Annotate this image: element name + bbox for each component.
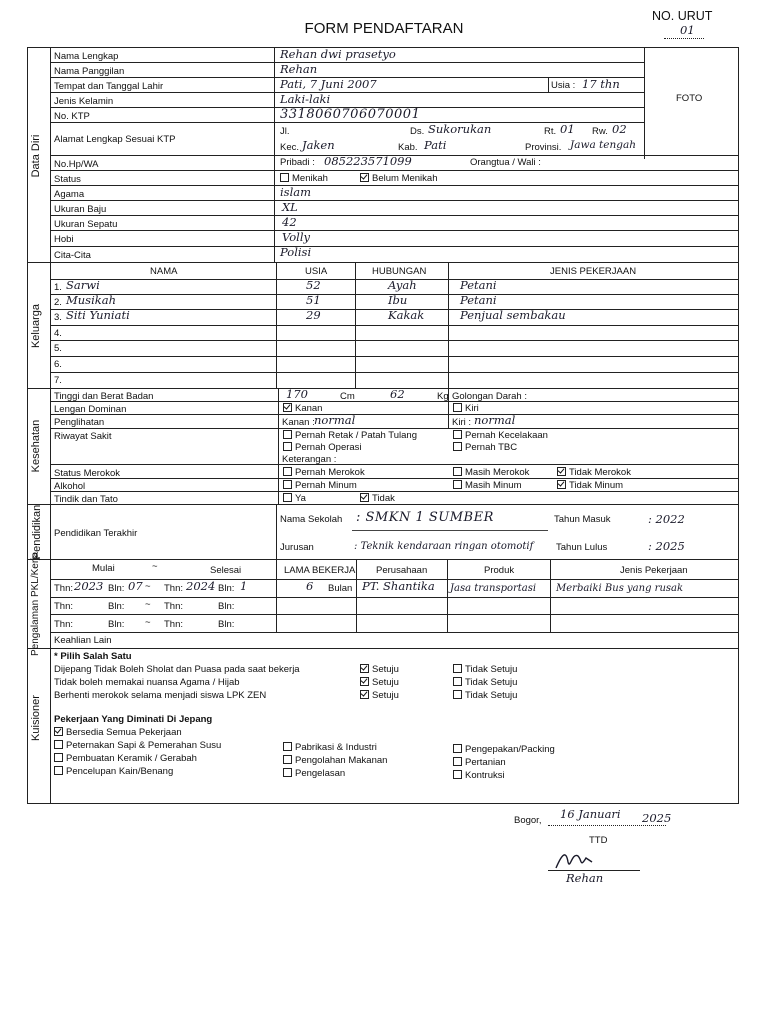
label-kanan-mata: Kanan : xyxy=(282,417,315,428)
checkbox-pernah-minum[interactable] xyxy=(283,480,292,489)
value-lama-bekerja: 6 xyxy=(306,579,314,593)
label-tindik-tato: Tindik dan Tato xyxy=(54,494,118,505)
checkbox-q1-tidak-setuju[interactable] xyxy=(453,664,462,673)
option-q2-tidak-setuju[interactable]: Tidak Setuju xyxy=(453,677,517,688)
label-cm: Cm xyxy=(340,391,355,402)
label-golongan-darah: Golongan Darah : xyxy=(452,391,527,402)
value-agama: islam xyxy=(280,185,312,199)
tilde-3: ~ xyxy=(145,617,151,628)
value-ttl: Pati, 7 Juni 2007 xyxy=(280,77,377,91)
checkbox-tidak-minum[interactable] xyxy=(557,480,566,489)
label-keterangan: Keterangan : xyxy=(282,454,337,465)
checkbox-kanan[interactable] xyxy=(283,403,292,412)
family-name: Sarwi xyxy=(66,278,100,292)
label-tahun-masuk: Tahun Masuk xyxy=(554,514,611,525)
section-keluarga: Keluarga xyxy=(30,303,42,349)
checkbox-pengelasan[interactable] xyxy=(283,768,292,777)
label-status-merokok: Status Merokok xyxy=(54,468,120,479)
label-bln-1b: Bln: xyxy=(218,583,235,594)
value-nama-lengkap: Rehan dwi prasetyo xyxy=(280,47,396,61)
value-berat: 62 xyxy=(390,387,405,401)
label-bulan: Bulan xyxy=(328,583,353,594)
label-pekerjaan-diminati: Pekerjaan Yang Diminati Di Jepang xyxy=(54,714,213,725)
family-row-number: 4. xyxy=(54,328,62,339)
value-provinsi: Jawa tengah xyxy=(570,139,636,151)
checkbox-kiri[interactable] xyxy=(453,403,462,412)
option-pernah-minum[interactable]: Pernah Minum xyxy=(283,480,357,491)
label-selesai: Selesai xyxy=(210,565,242,576)
checkbox-q3-setuju[interactable] xyxy=(360,690,369,699)
checkbox-menikah[interactable] xyxy=(280,173,289,182)
checkbox-pernah-merokok[interactable] xyxy=(283,467,292,476)
option-tidak[interactable]: Tidak xyxy=(360,493,395,504)
family-row-number: 6. xyxy=(54,359,62,370)
value-nama-ttd: Rehan xyxy=(566,871,604,885)
label-lengan: Lengan Dominan xyxy=(54,404,127,415)
option-bersedia-semua[interactable]: Bersedia Semua Pekerjaan xyxy=(54,727,182,738)
label-thn-3a: Thn: xyxy=(54,619,74,630)
no-urut-value: 01 xyxy=(680,23,695,37)
label-rw: Rw. xyxy=(592,126,608,137)
family-row-number: 5. xyxy=(54,343,62,354)
value-ktp: 3318060706070001 xyxy=(280,107,421,122)
value-thn-1b: 2024 xyxy=(186,579,216,593)
label-kg: Kg xyxy=(437,391,449,402)
value-rt: 01 xyxy=(560,122,575,136)
header-produk: Produk xyxy=(484,565,515,576)
family-age: 51 xyxy=(306,293,321,307)
no-urut-label: NO. URUT xyxy=(652,9,713,23)
label-pilih-salah-satu: * Pilih Salah Satu xyxy=(54,651,132,662)
family-relation: Ibu xyxy=(388,293,408,307)
section-pengalaman: Pengalaman PKL/Kerja xyxy=(30,552,41,656)
checkbox-masih-minum[interactable] xyxy=(453,480,462,489)
value-jenis-pekerjaan: Merbaiki Bus yang rusak xyxy=(556,583,684,594)
checkbox-kecelakaan[interactable] xyxy=(453,430,462,439)
checkbox-tidak[interactable] xyxy=(360,493,369,502)
header-jenis-pekerjaan-pkl: Jenis Pekerjaan xyxy=(620,565,688,576)
family-row-number: 2. xyxy=(54,297,62,308)
label-kec: Kec. xyxy=(280,142,300,153)
foto-label: FOTO xyxy=(676,93,703,104)
checkbox-kontruksi[interactable] xyxy=(453,770,462,779)
label-riwayat-sakit: Riwayat Sakit xyxy=(54,431,112,442)
label-pendidikan-terakhir: Pendidikan Terakhir xyxy=(54,528,138,539)
label-jurusan: Jurusan xyxy=(280,542,314,553)
section-kuisioner: Kuisioner xyxy=(30,695,42,741)
option-keramik[interactable]: Pembuatan Keramik / Gerabah xyxy=(54,753,197,764)
checkbox-pencelupan[interactable] xyxy=(54,766,63,775)
label-pribadi: Pribadi : xyxy=(280,157,315,168)
label-nama-panggilan: Nama Panggilan xyxy=(54,66,125,77)
label-thn-3b: Thn: xyxy=(164,619,184,630)
label-ds: Ds. xyxy=(410,126,425,137)
option-kontruksi[interactable]: Kontruksi xyxy=(453,770,505,781)
family-row-number: 3. xyxy=(54,312,62,323)
option-kanan[interactable]: Kanan xyxy=(283,403,322,414)
option-pertanian[interactable]: Pertanian xyxy=(453,757,506,768)
value-ukuran-baju: XL xyxy=(282,200,298,214)
label-nama-lengkap: Nama Lengkap xyxy=(54,51,119,62)
value-kiri-mata: normal xyxy=(474,413,516,427)
value-usia: 17 thn xyxy=(582,77,620,91)
value-tanggal: 16 Januari xyxy=(560,807,621,821)
label-jl: Jl. xyxy=(280,126,290,137)
section-kesehatan: Kesehatan xyxy=(30,419,42,473)
header-jenis-pekerjaan: JENIS PEKERJAAN xyxy=(550,266,637,277)
label-bln-3b: Bln: xyxy=(218,619,235,630)
option-ya[interactable]: Ya xyxy=(283,493,306,504)
label-rt: Rt. xyxy=(544,126,557,137)
value-nama-panggilan: Rehan xyxy=(280,62,318,76)
option-tidak-merokok[interactable]: Tidak Merokok xyxy=(557,467,631,478)
checkbox-pertanian[interactable] xyxy=(453,757,462,766)
family-age: 52 xyxy=(306,278,321,292)
value-cita-cita: Polisi xyxy=(280,245,312,259)
label-ttd: TTD xyxy=(589,835,608,846)
option-pengolahan[interactable]: Pengolahan Makanan xyxy=(283,755,387,766)
label-bln-2a: Bln: xyxy=(108,601,125,612)
option-kecelakaan[interactable]: Pernah Kecelakaan xyxy=(453,430,548,441)
family-occupation: Penjual sembakau xyxy=(460,308,566,322)
label-mulai: Mulai xyxy=(92,563,115,574)
checkbox-q3-tidak-setuju[interactable] xyxy=(453,690,462,699)
checkbox-pengolahan[interactable] xyxy=(283,755,292,764)
value-bln-1b: 1 xyxy=(240,579,248,593)
label-usia: Usia : xyxy=(551,80,576,91)
family-row-number: 1. xyxy=(54,282,62,293)
label-bogor: Bogor, xyxy=(514,815,542,826)
value-perusahaan: PT. Shantika xyxy=(362,579,435,593)
value-tahun: 2025 xyxy=(642,811,672,825)
header-usia: USIA xyxy=(305,266,328,277)
label-thn-2b: Thn: xyxy=(164,601,184,612)
option-masih-minum[interactable]: Masih Minum xyxy=(453,480,522,491)
tilde-2: ~ xyxy=(145,599,151,610)
option-operasi[interactable]: Pernah Operasi xyxy=(283,442,362,453)
checkbox-tbc[interactable] xyxy=(453,442,462,451)
option-pabrikasi[interactable]: Pabrikasi & Industri xyxy=(283,742,377,753)
value-ukuran-sepatu: 42 xyxy=(282,215,297,229)
checkbox-belum-menikah[interactable] xyxy=(360,173,369,182)
family-name: Siti Yuniati xyxy=(66,308,130,322)
label-tahun-lulus: Tahun Lulus xyxy=(556,542,608,553)
question-1: Dijepang Tidak Boleh Sholat dan Puasa pada saat bekerja xyxy=(54,664,300,675)
checkbox-operasi[interactable] xyxy=(283,442,292,451)
option-q3-tidak-setuju[interactable]: Tidak Setuju xyxy=(453,690,517,701)
label-alkohol: Alkohol xyxy=(54,481,86,492)
value-bln-1a: 07 xyxy=(128,579,143,593)
checkbox-retak[interactable] xyxy=(283,430,292,439)
checkbox-q1-setuju[interactable] xyxy=(360,664,369,673)
family-occupation: Petani xyxy=(460,293,497,307)
value-rw: 02 xyxy=(612,122,627,136)
option-retak[interactable]: Pernah Retak / Patah Tulang xyxy=(283,430,417,441)
header-hubungan: HUBUNGAN xyxy=(372,266,427,277)
checkbox-tidak-merokok[interactable] xyxy=(557,467,566,476)
form-title: FORM PENDAFTARAN xyxy=(304,20,464,37)
checkbox-q2-setuju[interactable] xyxy=(360,677,369,686)
label-cita-cita: Cita-Cita xyxy=(54,250,91,261)
family-age: 29 xyxy=(306,308,321,322)
option-pengepakan[interactable]: Pengepakan/Packing xyxy=(453,744,555,755)
option-belum-menikah[interactable]: Belum Menikah xyxy=(360,173,437,184)
label-penglihatan: Penglihatan xyxy=(54,417,105,428)
label-hobi: Hobi xyxy=(54,234,74,245)
value-thn-1a: 2023 xyxy=(74,579,104,593)
option-pernah-merokok[interactable]: Pernah Merokok xyxy=(283,467,365,478)
label-thn-1b: Thn: xyxy=(164,583,184,594)
family-relation: Kakak xyxy=(388,308,425,322)
label-provinsi: Provinsi. xyxy=(525,142,562,153)
option-peternakan[interactable]: Peternakan Sapi & Pemerahan Susu xyxy=(54,740,221,751)
checkbox-masih-merokok[interactable] xyxy=(453,467,462,476)
value-kab: Pati xyxy=(424,138,447,152)
checkbox-bersedia-semua[interactable] xyxy=(54,727,63,736)
value-ds: Sukorukan xyxy=(428,122,492,136)
label-kiri-mata: Kiri : xyxy=(452,417,471,428)
header-perusahaan: Perusahaan xyxy=(376,565,428,576)
option-menikah[interactable]: Menikah xyxy=(280,173,328,184)
label-hp: No.Hp/WA xyxy=(54,159,99,170)
label-ttl: Tempat dan Tanggal Lahir xyxy=(54,81,164,92)
label-bln-1a: Bln: xyxy=(108,583,125,594)
label-bln-2b: Bln: xyxy=(218,601,235,612)
label-status: Status xyxy=(54,174,81,185)
label-ortu: Orangtua / Wali : xyxy=(470,157,541,168)
label-jenis-kelamin: Jenis Kelamin xyxy=(54,96,114,107)
tilde-header: ~ xyxy=(152,561,158,572)
value-hobi: Volly xyxy=(282,230,311,244)
question-3: Berhenti merokok selama menjadi siswa LPK ZEN xyxy=(54,690,267,701)
value-pribadi: 085223571099 xyxy=(324,154,412,168)
label-thn-1a: Thn: xyxy=(54,583,74,594)
value-produk: Jasa transportasi xyxy=(450,583,537,594)
value-jenis-kelamin: Laki-laki xyxy=(280,92,331,106)
tilde-1: ~ xyxy=(145,581,151,592)
question-2: Tidak boleh memakai nuansa Agama / Hijab xyxy=(54,677,240,688)
option-pencelupan[interactable]: Pencelupan Kain/Benang xyxy=(54,766,173,777)
family-occupation: Petani xyxy=(460,278,497,292)
value-jurusan: : Teknik kendaraan ringan otomotif xyxy=(354,541,534,552)
section-pendidikan: Pendidikan xyxy=(31,504,43,560)
label-kab: Kab. xyxy=(398,142,418,153)
option-kiri[interactable]: Kiri xyxy=(453,403,479,414)
value-tinggi: 170 xyxy=(286,387,308,401)
option-q2-setuju[interactable]: Setuju xyxy=(360,677,399,688)
label-alamat: Alamat Lengkap Sesuai KTP xyxy=(54,134,176,145)
option-pengelasan[interactable]: Pengelasan xyxy=(283,768,345,779)
label-thn-2a: Thn: xyxy=(54,601,74,612)
checkbox-peternakan[interactable] xyxy=(54,740,63,749)
label-ktp: No. KTP xyxy=(54,111,90,122)
label-keahlian-lain: Keahlian Lain xyxy=(54,635,112,646)
header-nama: NAMA xyxy=(150,266,178,277)
label-agama: Agama xyxy=(54,189,85,200)
option-tbc[interactable]: Pernah TBC xyxy=(453,442,517,453)
label-tinggi-berat: Tinggi dan Berat Badan xyxy=(54,391,154,402)
checkbox-keramik[interactable] xyxy=(54,753,63,762)
checkbox-pengepakan[interactable] xyxy=(453,744,462,753)
option-q3-setuju[interactable]: Setuju xyxy=(360,690,399,701)
option-tidak-minum[interactable]: Tidak Minum xyxy=(557,480,623,491)
option-q1-tidak-setuju[interactable]: Tidak Setuju xyxy=(453,664,517,675)
family-relation: Ayah xyxy=(388,278,417,292)
value-kec: Jaken xyxy=(302,138,335,152)
checkbox-q2-tidak-setuju[interactable] xyxy=(453,677,462,686)
section-data-diri: Data Diri xyxy=(30,134,42,178)
value-tahun-masuk: : 2022 xyxy=(648,512,685,526)
checkbox-pabrikasi[interactable] xyxy=(283,742,292,751)
label-ukuran-baju: Ukuran Baju xyxy=(54,204,107,215)
label-ukuran-sepatu: Ukuran Sepatu xyxy=(54,219,118,230)
header-lama-bekerja: LAMA BEKERJA xyxy=(284,565,356,576)
no-urut-dots xyxy=(664,38,704,39)
family-name: Musikah xyxy=(66,293,116,307)
value-kanan-mata: normal xyxy=(314,413,356,427)
value-nama-sekolah: : SMKN 1 SUMBER xyxy=(356,510,494,525)
label-nama-sekolah: Nama Sekolah xyxy=(280,514,343,525)
value-tahun-lulus: : 2025 xyxy=(648,539,685,553)
family-row-number: 7. xyxy=(54,375,62,386)
checkbox-ya[interactable] xyxy=(283,493,292,502)
option-masih-merokok[interactable]: Masih Merokok xyxy=(453,467,529,478)
label-bln-3a: Bln: xyxy=(108,619,125,630)
option-q1-setuju[interactable]: Setuju xyxy=(360,664,399,675)
